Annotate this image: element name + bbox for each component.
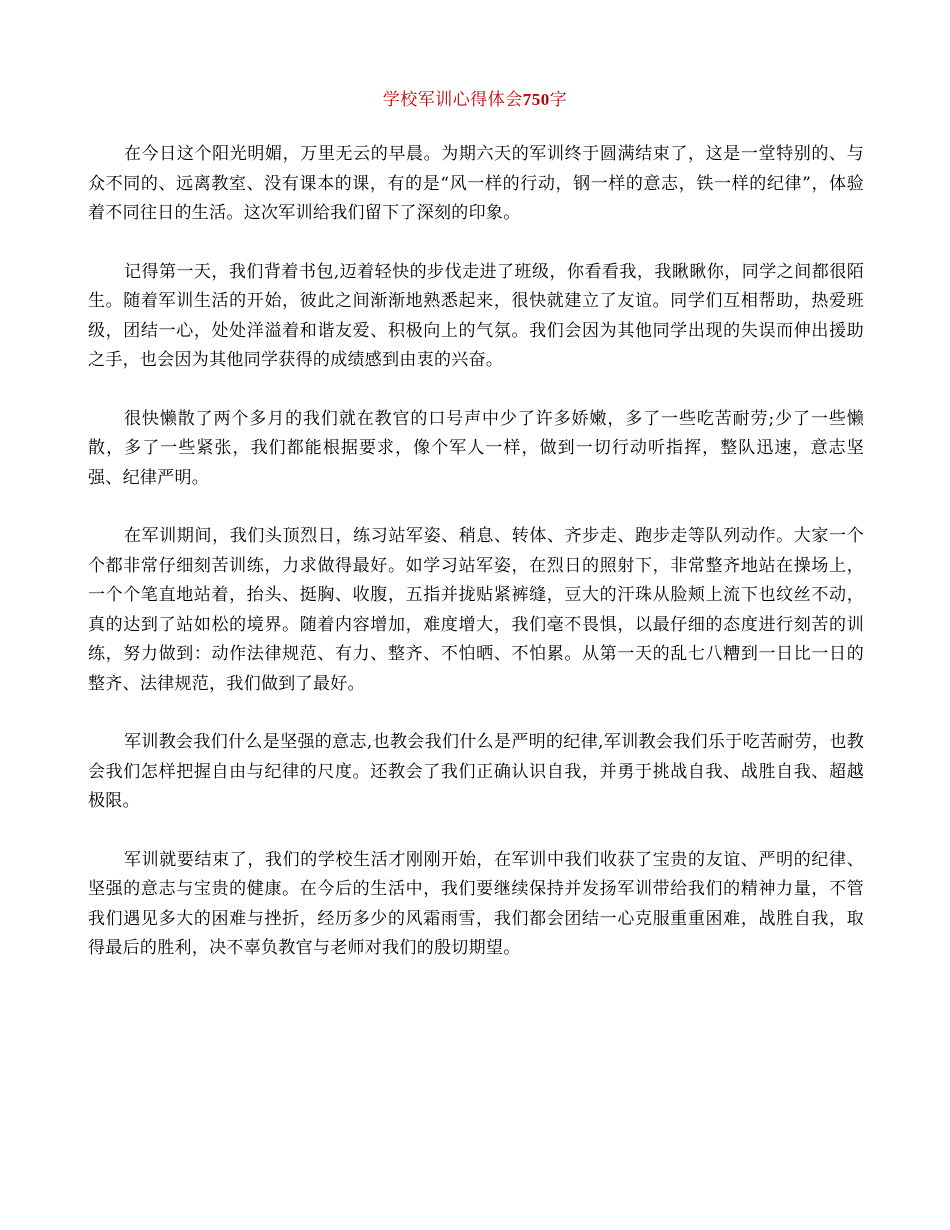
paragraph-3: 很快懒散了两个多月的我们就在教官的口号声中少了许多娇嫩，多了一些吃苦耐劳;少了一些懒散，多了一些紧张，我们都能根据要求，像个军人一样，做到一切行动听指挥，整队迅速，意志坚强、纪律严明。 <box>88 408 864 488</box>
title-number: 750 <box>522 90 550 109</box>
title-prefix: 学校军训心得体会 <box>382 90 523 110</box>
paragraph-2: 记得第一天，我们背着书包,迈着轻快的步伐走进了班级，你看看我，我瞅瞅你，同学之间都很陌生。随着军训生活的开始，彼此之间渐渐地熟悉起来，很快就建立了友谊。同学们互相帮助，热爱班级，团结一心，处处洋溢着和谐友爱、积极向上的气氛。我们会因为其他同学出现的失误而伸出援助之手，也会因为其他同学获得的成绩感到由衷的兴奋。 <box>88 261 864 370</box>
paragraph-4: 在军训期间，我们头顶烈日，练习站军姿、稍息、转体、齐步走、跑步走等队列动作。大家一个个都非常仔细刻苦训练，力求做得最好。如学习站军姿，在烈日的照射下，非常整齐地站在操场上，一个个笔直地站着，抬头、挺胸、收腹，五指并拢贴紧裤缝，豆大的汗珠从脸颊上流下也纹丝不动，真的达到了站如松的境界。随着内容增加，难度增大，我们毫不畏惧，以最仔细的态度进行刻苦的训练，努力做到：动作法律规范、有力、整齐、不怕晒、不怕累。从第一天的乱七八糟到一日比一日的整齐、法律规范，我们做到了最好。 <box>88 526 864 694</box>
document-title <box>0 88 950 112</box>
paragraph-6: 军训就要结束了，我们的学校生活才刚刚开始，在军训中我们收获了宝贵的友谊、严明的纪律、坚强的意志与宝贵的健康。在今后的生活中，我们要继续保持并发扬军训带给我们的精神力量，不管我们遇见多大的困难与挫折，经历多少的风霜雨雪，我们都会团结一心克服重重困难，战胜自我，取得最后的胜利，决不辜负教官与老师对我们的殷切期望。 <box>88 849 864 958</box>
title-suffix: 字 <box>549 90 568 110</box>
document-body <box>88 140 864 993</box>
paragraph-1: 在今日这个阳光明媚，万里无云的早晨。为期六天的军训终于圆满结束了，这是一堂特别的、与众不同的、远离教室、没有课本的课，有的是“风一样的行动，钢一样的意志，铁一样的纪律”，体验着不同往日的生活。这次军训给我们留下了深刻的印象。 <box>88 144 864 223</box>
paragraph-5: 军训教会我们什么是坚强的意志,也教会我们什么是严明的纪律,军训教会我们乐于吃苦耐劳，也教会我们怎样把握自由与纪律的尺度。还教会了我们正确认识自我，并勇于挑战自我、战胜自我、超越极限。 <box>88 732 864 811</box>
